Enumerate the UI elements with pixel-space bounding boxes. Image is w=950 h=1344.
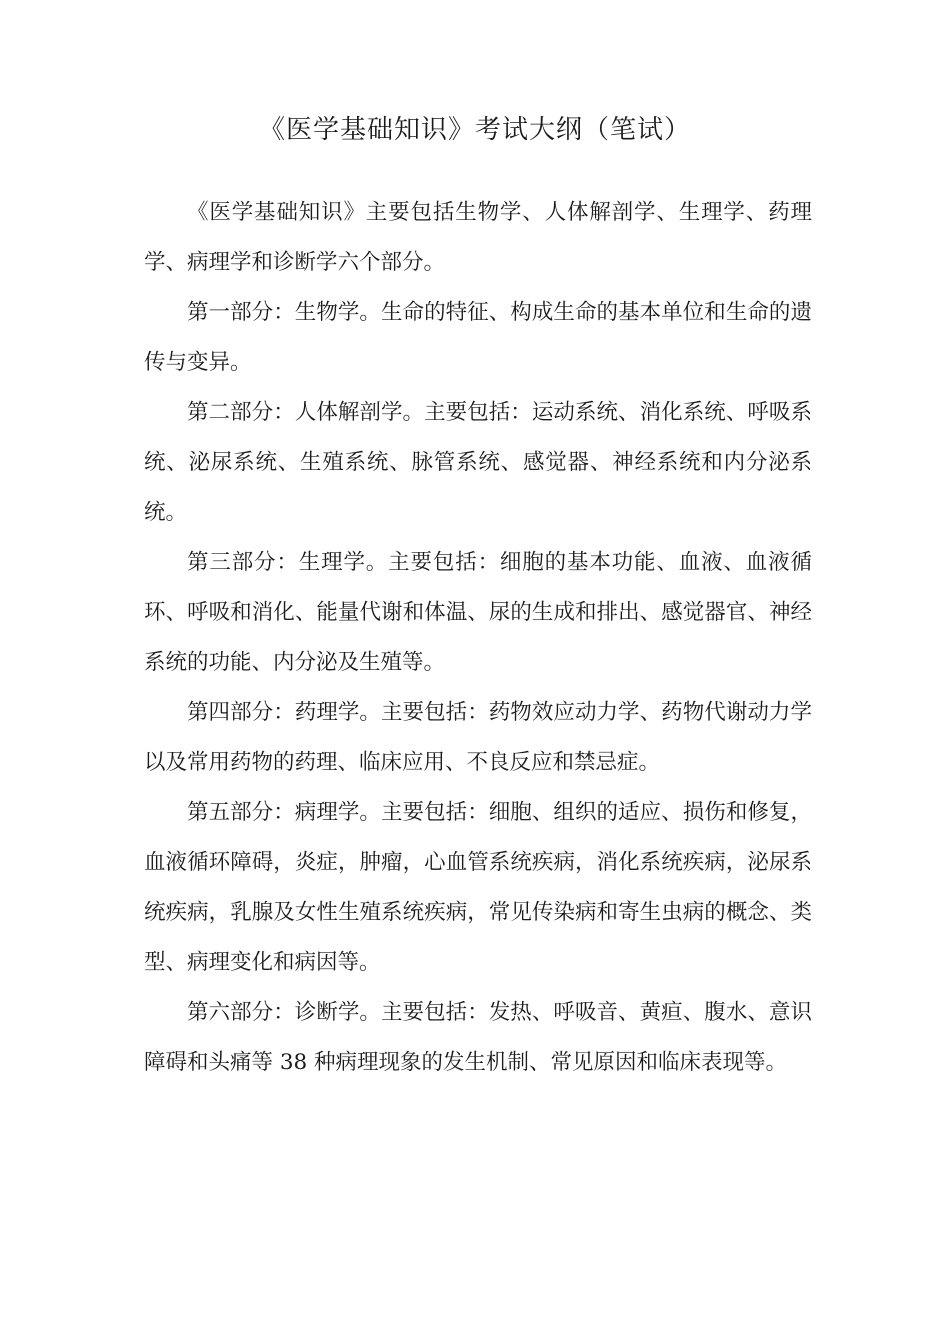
paragraph-part-2: 第二部分：人体解剖学。主要包括：运动系统、消化系统、呼吸系统、泌尿系统、生殖系统、脉管系统、感觉器、神经系统和内分泌系统。 bbox=[144, 400, 812, 525]
document-body bbox=[144, 188, 812, 1088]
page-title: 《医学基础知识》考试大纲（笔试） bbox=[258, 115, 691, 145]
paragraph-part-1: 第一部分：生物学。生命的特征、构成生命的基本单位和生命的遗传与变异。 bbox=[144, 300, 812, 375]
paragraph-part-6: 第六部分：诊断学。主要包括：发热、呼吸音、黄疸、腹水、意识障碍和头痛等 38 种病理现象的发生机制、常见原因和临床表现等。 bbox=[144, 1000, 812, 1075]
paragraph-part-5: 第五部分：病理学。主要包括：细胞、组织的适应、损伤和修复，血液循环障碍，炎症，肿瘤，心血管系统疾病，消化系统疾病，泌尿系统疾病，乳腺及女性生殖系统疾病，常见传染病和寄生虫病的概念、类型、病理变化和病因等。 bbox=[144, 800, 812, 975]
paragraph-intro: 《医学基础知识》主要包括生物学、人体解剖学、生理学、药理学、病理学和诊断学六个部分。 bbox=[144, 200, 812, 275]
paragraph-part-4: 第四部分：药理学。主要包括：药物效应动力学、药物代谢动力学以及常用药物的药理、临床应用、不良反应和禁忌症。 bbox=[144, 700, 812, 775]
paragraph-part-3: 第三部分：生理学。主要包括：细胞的基本功能、血液、血液循环、呼吸和消化、能量代谢和体温、尿的生成和排出、感觉器官、神经系统的功能、内分泌及生殖等。 bbox=[144, 550, 812, 675]
